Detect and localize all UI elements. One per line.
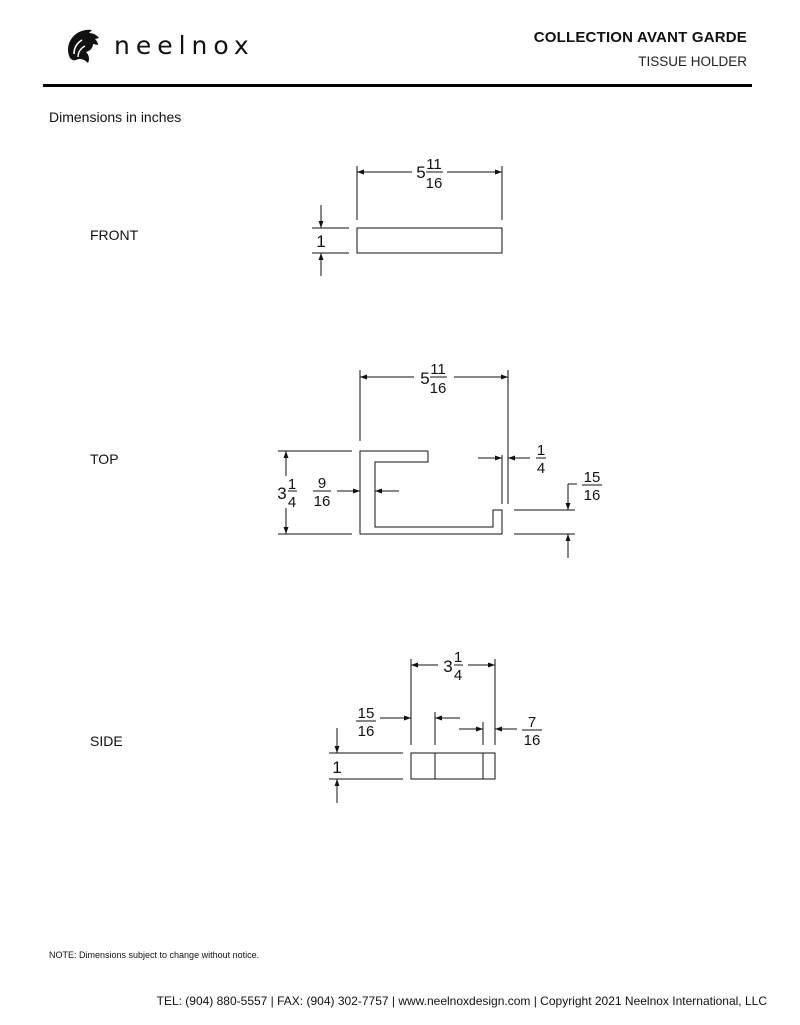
front-width-den: 16: [425, 175, 443, 192]
front-view-label: FRONT: [90, 227, 139, 243]
side-front-offset-num: 15: [357, 705, 375, 722]
top-width-whole: 5: [420, 369, 430, 388]
brand-name: neelnox: [114, 30, 255, 60]
front-height-value: 1: [316, 232, 326, 251]
collection-title: COLLECTION AVANT GARDE: [533, 29, 747, 46]
disclaimer-note: NOTE: Dimensions subject to change without notice.: [49, 950, 260, 960]
footer-contact: TEL: (904) 880-5557 | FAX: (904) 302-7757 | www.neelnoxdesign.com | Copyright 2021 Neelnox International, LLC: [156, 994, 767, 1008]
front-width-whole: 5: [416, 163, 426, 182]
top-view: [278, 370, 577, 558]
top-depth-den: 4: [287, 494, 297, 511]
units-note: Dimensions in inches: [49, 109, 182, 125]
top-width-den: 16: [429, 380, 447, 397]
front-width-num: 11: [426, 156, 442, 173]
top-outline: [360, 451, 502, 534]
side-height-value: 1: [332, 758, 342, 777]
top-depth-num: 1: [287, 476, 297, 493]
side-back-offset-den: 16: [523, 732, 541, 749]
side-depth-num: 1: [453, 649, 463, 666]
top-view-label: TOP: [90, 451, 119, 467]
side-view-label: SIDE: [90, 733, 123, 749]
top-arm-inset-den: 16: [313, 493, 331, 510]
side-front-offset-den: 16: [357, 723, 375, 740]
side-outline: [411, 753, 495, 779]
top-width-num: 11: [430, 361, 446, 378]
top-lip-den: 16: [583, 487, 601, 504]
side-depth-den: 4: [453, 667, 463, 684]
top-arm-inset-num: 9: [317, 475, 327, 492]
side-depth-whole: 3: [443, 657, 453, 676]
product-name: TISSUE HOLDER: [638, 54, 747, 69]
top-depth-whole: 3: [277, 484, 287, 503]
top-lip-num: 15: [583, 469, 601, 486]
front-view: [312, 166, 502, 276]
side-back-offset-num: 7: [527, 714, 537, 731]
top-gap-num: 1: [536, 442, 546, 459]
dimension-labels: [277, 156, 602, 777]
top-gap-den: 4: [536, 460, 546, 477]
front-outline: [357, 228, 502, 253]
